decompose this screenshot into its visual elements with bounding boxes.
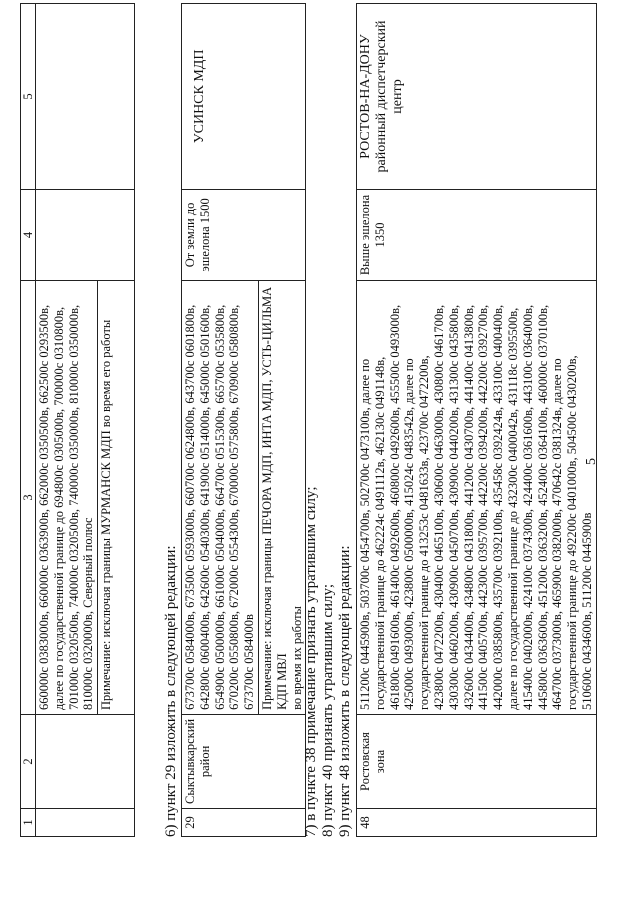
- coord-line: 425000с 0493000в, 423800с 0500000в, 415024с 0483542в, далее по: [402, 358, 417, 710]
- cell-coordinates: [36, 281, 98, 715]
- header-col-1: 1: [21, 809, 36, 837]
- cell-num: 29: [182, 809, 306, 837]
- instruction-8: 8) пункт 40 признать утратившим силу;: [320, 583, 336, 837]
- cell-num: 48: [357, 809, 597, 837]
- coord-line: 464700с 0373000в, 465900с 0382000в, 470642с 0381324в, далее по: [550, 358, 565, 710]
- coord-line: 511200с 0445900в, 503700с 0454700в, 502700с 0473100в, далее по: [358, 358, 372, 710]
- coord-line: далее по государственной границе до 432300с 0400042в, 431118с 0395500в,: [505, 307, 520, 710]
- coord-line: 670200с 0550800в, 672000с 0554300в, 670000с 0575800в, 670900с 0580800в,: [227, 304, 242, 710]
- note-line: во время их работы: [289, 606, 304, 710]
- coord-line: 423800с 0472200в, 430400с 0465100в, 430600с 0463000в, 430800с 0461700в,: [431, 304, 446, 710]
- cell-altitude: [36, 190, 135, 281]
- table-row-48: [356, 3, 597, 837]
- table-row-murmansk: [36, 4, 98, 837]
- coord-line: 415400с 0402000в, 424100с 0374300в, 424400с 0361600в, 443100с 0364000в,: [520, 304, 535, 710]
- cell-unit: УСИНСК МДП: [182, 3, 306, 189]
- cell-coordinates: [182, 280, 259, 714]
- coord-line: 441500с 0405700в, 442300с 0395700в, 442200с 0394200в, 442200с 0392700в,: [476, 304, 491, 710]
- coord-line: 673700с 0584000в, 673500с 0593000в, 660700с 0624800в, 643700с 0601800в,: [183, 304, 197, 710]
- cell-unit: РОСТОВ-НА-ДОНУ районный диспетчерский центр: [357, 4, 597, 190]
- header-col-2: 2: [21, 715, 36, 809]
- cell-unit: [36, 4, 135, 190]
- cell-name: Ростовская зона: [357, 715, 597, 809]
- page-number: 5: [584, 458, 599, 465]
- coord-line: 510600с 0434600в, 511200с 0445900в: [579, 512, 594, 710]
- instruction-6: 6) пункт 29 изложить в следующей редакции:: [163, 545, 179, 837]
- cell-altitude: От земли до эшелона 1500: [182, 189, 306, 280]
- table-header-row: [21, 4, 36, 837]
- cell-note: Примечание: исключая границы МУРМАНСК МДП во время его работы: [98, 281, 135, 715]
- coord-line: 445800с 0363600в, 451200с 0363200в, 452400с 0364100в, 460000с 0370100в,: [535, 304, 550, 710]
- coord-line: 701000с 0320500в, 740000с 0320500в, 740000с 0350000в, 810000с 0350000в,: [66, 304, 81, 710]
- coord-line: 442000с 0385800в, 435700с 0392100в, 435458с 0392424в, 433100с 0400400в,: [491, 304, 506, 710]
- coord-line: 810000с 0320000в, Северный полюс: [81, 517, 96, 710]
- coord-line: государственной границе до 492200с 0401000в, 504500с 0430200в,: [565, 355, 580, 710]
- coord-line: 654900с 0500000в, 661000с 0504000в, 664700с 0515300в, 665700с 0535800в,: [212, 304, 227, 710]
- coord-line: 660000с 0383000в, 660000с 0363900в, 662000с 0350500в, 662500с 0293500в,: [37, 304, 51, 710]
- coord-line: 461800с 0491600в, 461400с 0492600в, 460800с 0492600в, 455500с 0493000в,: [387, 304, 402, 710]
- cell-name: Сыктывкарский район: [182, 714, 306, 808]
- header-col-3: 3: [21, 281, 36, 715]
- coord-line: государственной границе до 462224с 0491112в, 462130с 0491148в,: [372, 356, 387, 710]
- row-29: [182, 3, 259, 836]
- cell-note: [258, 280, 305, 714]
- table-row-29: [181, 3, 306, 837]
- instruction-9: 9) пункт 48 изложить в следующей редакции:: [337, 545, 353, 837]
- note-line: Примечание: исключая границы ПЕЧОРА МДП, ИНТА МДП, УСТЬ-ЦИЛЬМА КДП МВЛ: [259, 286, 289, 710]
- coord-line: 430300с 0460200в, 430900с 0450700в, 430900с 0440200в, 431300с 0435800в,: [446, 304, 461, 710]
- cell-coordinates: [357, 281, 597, 715]
- cell-num: [36, 809, 135, 837]
- coord-line: далее по государственной границе до 694800с 0305000в, 700000с 0310800в,: [51, 306, 66, 710]
- coord-line: государственной границе до 413253с 0481633в, 423700с 0472200в,: [417, 355, 432, 710]
- instruction-7: 7) в пункте 38 примечание признать утратившим силу;: [303, 486, 319, 837]
- table-continuation: [20, 3, 135, 837]
- row-48: [357, 4, 597, 837]
- coord-line: 432600с 0434400в, 434800с 0431800в, 441200с 0430700в, 441400с 0413800в,: [461, 304, 476, 710]
- cell-altitude: Выше эшелона 1350: [357, 190, 597, 281]
- cell-name: [36, 715, 135, 809]
- header-col-5: 5: [21, 4, 36, 190]
- coord-line: 673700с 0584000в: [242, 614, 257, 710]
- coord-line: 642800с 0600400в, 642600с 0540300в, 641900с 0514000в, 645000с 0501600в,: [197, 304, 212, 710]
- header-col-4: 4: [21, 190, 36, 281]
